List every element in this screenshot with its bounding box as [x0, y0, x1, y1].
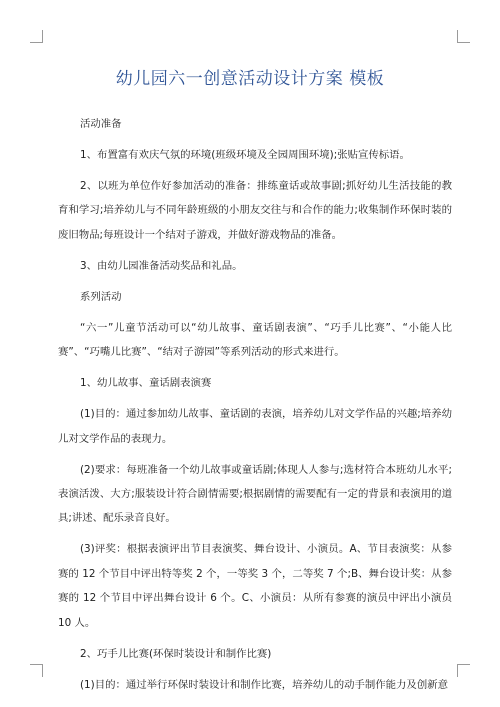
paragraph: 1、布置富有欢庆气氛的环境(班级环境及全园周围环境);张贴宣传标语。 [80, 149, 410, 161]
crop-mark-bottom-right [457, 664, 470, 677]
crop-mark-top-right [457, 30, 470, 43]
paragraph: “六一”儿童节活动可以“幼儿故事、童话剧表演”、“巧手儿比赛”、“小能人比赛”、“巧嘴儿比赛”、“结对子游园”等系列活动的形式来进行。 [58, 321, 452, 359]
paragraph: 2、以班为单位作好参加活动的准备：排练童话或故事剧;抓好幼儿生活技能的教育和学习;培养幼儿与不同年龄班级的小朋友交往与和合作的能力;收集制作环保时装的废旧物品;每班设计一个结对子游戏，并做好游戏物品的准备。 [58, 180, 452, 241]
paragraph: (1)目的：通过举行环保时装设计和制作比赛，培养幼儿的动手制作能力及创新意 [80, 678, 448, 691]
paragraph: 2、巧手儿比赛(环保时装设计和制作比赛) [80, 647, 272, 660]
crop-mark-top-left [30, 30, 43, 43]
paragraph: 1、幼儿故事、童话剧表演赛 [80, 377, 212, 390]
paragraph: 3、由幼儿园准备活动奖品和礼品。 [80, 259, 243, 272]
paragraph: 系列活动 [80, 290, 122, 303]
paragraph: (2)要求：每班准备一个幼儿故事或童话剧;体现人人参与;选材符合本班幼儿水平;表演活泼、大方;服装设计符合剧情需要;根据剧情的需要配有一定的背景和表演用的道具;讲述、配乐录音良好。 [58, 463, 452, 525]
paragraph: (1)目的：通过参加幼儿故事、童话剧的表演，培养幼儿对文学作品的兴趣;培养幼儿对文学作品的表现力。 [58, 408, 452, 445]
paragraph: 活动准备 [80, 118, 122, 130]
document-body [58, 112, 452, 704]
document-title: 幼儿园六一创意活动设计方案 模板 [115, 69, 385, 89]
paragraph: (3)评奖：根据表演评出节目表演奖、舞台设计、小演员。A、节目表演奖：从参赛的 12 个节目中评出特等奖 2 个，一等奖 3 个，二等奖 7 个;B、舞台设计奖：从参赛的 12 个节目中评出舞台设计 6 个。C、小演员：从所有参赛的演员中评出小演员 10 人。 [58, 543, 452, 629]
crop-mark-bottom-left [30, 664, 43, 677]
